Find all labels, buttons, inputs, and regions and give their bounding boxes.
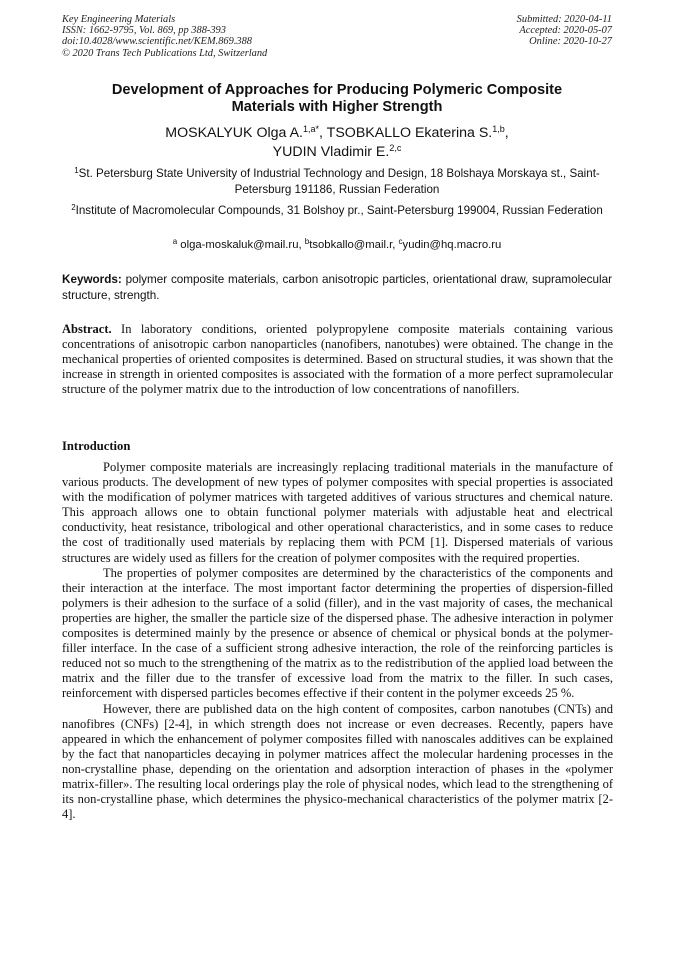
affiliation-1 xyxy=(62,166,612,198)
paper-title xyxy=(62,82,612,116)
paragraph: Polymer composite materials are increasingly replacing traditional materials in the manufacture of various products. The development of new types of polymer composites with special properties is associated with the modification of polymer matrices with targeted additives of various structures and chemical nature. This approach allows one to obtain functional polymer materials with adjustable heat and electrical conductivity, heat resistance, tribological and other operational characteristics, and in some cases to reduce the cost of traditionally used materials by replacing them with PCM [1]. Dispersed materials of various structures are widely used as fillers for the creation of polymer composites with the required properties. xyxy=(62,460,613,565)
email-b[interactable]: tsobkallo@mail.r, xyxy=(309,239,396,251)
issn-line: ISSN: 1662-9795, Vol. 869, pp 388-393 xyxy=(62,25,226,37)
abstract-block xyxy=(62,322,613,397)
email-a[interactable]: olga-moskaluk@mail.ru, xyxy=(180,239,302,251)
author-separator: , xyxy=(504,125,509,141)
journal-header-left xyxy=(62,14,267,59)
abstract-label: Abstract. xyxy=(62,322,112,336)
email-a-marker: a xyxy=(172,237,178,246)
copyright-line: © 2020 Trans Tech Publications Ltd, Switzerland xyxy=(62,47,268,59)
author-3-name: YUDIN Vladimir E. xyxy=(272,144,390,160)
email-c-marker: c xyxy=(398,237,403,246)
affiliation-2-marker: 2 xyxy=(71,203,76,212)
title-line-1: Development of Approaches for Producing Polymeric Composite xyxy=(111,82,563,98)
affiliation-2-text: Institute of Macromolecular Compounds, 31 Bolshoy pr., Saint-Petersburg 199004, Russian Federation xyxy=(75,204,603,217)
email-c[interactable]: yudin@hq.macro.ru xyxy=(402,239,502,251)
author-separator: , xyxy=(319,125,323,141)
journal-name: Key Engineering Materials xyxy=(62,14,176,25)
email-b-marker: b xyxy=(304,237,310,246)
author-2-name: TSOBKALLO Ekaterina S. xyxy=(326,125,493,141)
keywords-block xyxy=(62,272,612,303)
doi-line[interactable]: doi:10.4028/www.scientific.net/KEM.869.388 xyxy=(62,36,252,48)
authors-line-2 xyxy=(62,143,612,162)
keywords-label: Keywords: xyxy=(62,273,122,286)
affiliation-1-marker: 1 xyxy=(74,166,79,175)
keywords-text: polymer composite materials, carbon anisotropic particles, orientational draw, supramolecular structure, strength. xyxy=(62,273,613,302)
authors-line-1 xyxy=(62,124,612,143)
title-line-2: Materials with Higher Strength xyxy=(231,99,443,115)
submitted-date: Submitted: 2020-04-11 xyxy=(516,14,612,25)
author-1-affil: 1,a* xyxy=(303,124,320,134)
author-2-affil: 1,b xyxy=(492,124,505,134)
section-heading-introduction: Introduction xyxy=(62,439,131,453)
author-3-affil: 2,c xyxy=(389,143,402,153)
abstract-text: In laboratory conditions, oriented polypropylene composite materials containing various concentrations of anisotropic carbon nanoparticles (nanofibers, nanotubes) were obtained. The change in the mechanical properties of oriented composites is determined. Based on structural studies, it was shown that the increase in strength in oriented composites is associated with the formation of a more perfect supramolecular structure of the polymer matrix due to the introduction of low concentrations of nanofillers. xyxy=(62,322,614,397)
online-date: Online: 2020-10-27 xyxy=(529,36,612,48)
accepted-date: Accepted: 2020-05-07 xyxy=(519,25,612,37)
journal-header-right xyxy=(517,14,612,48)
paragraph: The properties of polymer composites are determined by the characteristics of the components and their interaction at the interface. The most important factor determining the properties of dispersion-filled polymers is their adhesion to the surface of a solid (filler), and in the vast majority of cases, the mechanical properties are higher, the smaller the particle size of the dispersed phase. The adhesive interaction in polymer composites is determined mainly by the presence or absence of chemical or physical bonds at the polymer-filler interface. In the case of a sufficient strong adhesive interaction, the role of the reinforcing particles is reduced not so much to the strengthening of the matrix as to the redistribution of the applied load between the matrix and the filler due to the transfer of excessive load from the matrix to the filler. In such cases, reinforcement with dispersed particles becomes effective if their content in the polymer exceeds 25 %. xyxy=(62,565,613,701)
author-list xyxy=(62,124,612,162)
email-line xyxy=(62,238,612,253)
paragraph: However, there are published data on the high content of composites, carbon nanotubes (CNTs) and nanofibres (CNFs) [2-4], in which strength does not increase or even decreases. Recently, papers have appeared in which the enhancement of polymer composites filled with nanoscales additives can be explained by the fact that nanoparticles decaying in polymer matrices affect the molecular hardening processes in the non-crystalline phase, depending on the orientation and adsorption interaction of phases in the «polymer matrix-filler». The resulting local orderings play the role of physical nodes, which lead to the strengthening of its non-crystalline phase, which determines the physico-mechanical characteristics of the polymer matrix [2-4]. xyxy=(62,701,613,822)
introduction-body xyxy=(62,460,613,822)
affiliation-1-text: St. Petersburg State University of Industrial Technology and Design, 18 Bolshaya Morskaya st., Saint-Petersburg 191186, Russian Federation xyxy=(78,167,600,196)
affiliation-2 xyxy=(62,203,612,219)
author-1-name: MOSKALYUK Olga A. xyxy=(165,125,303,141)
